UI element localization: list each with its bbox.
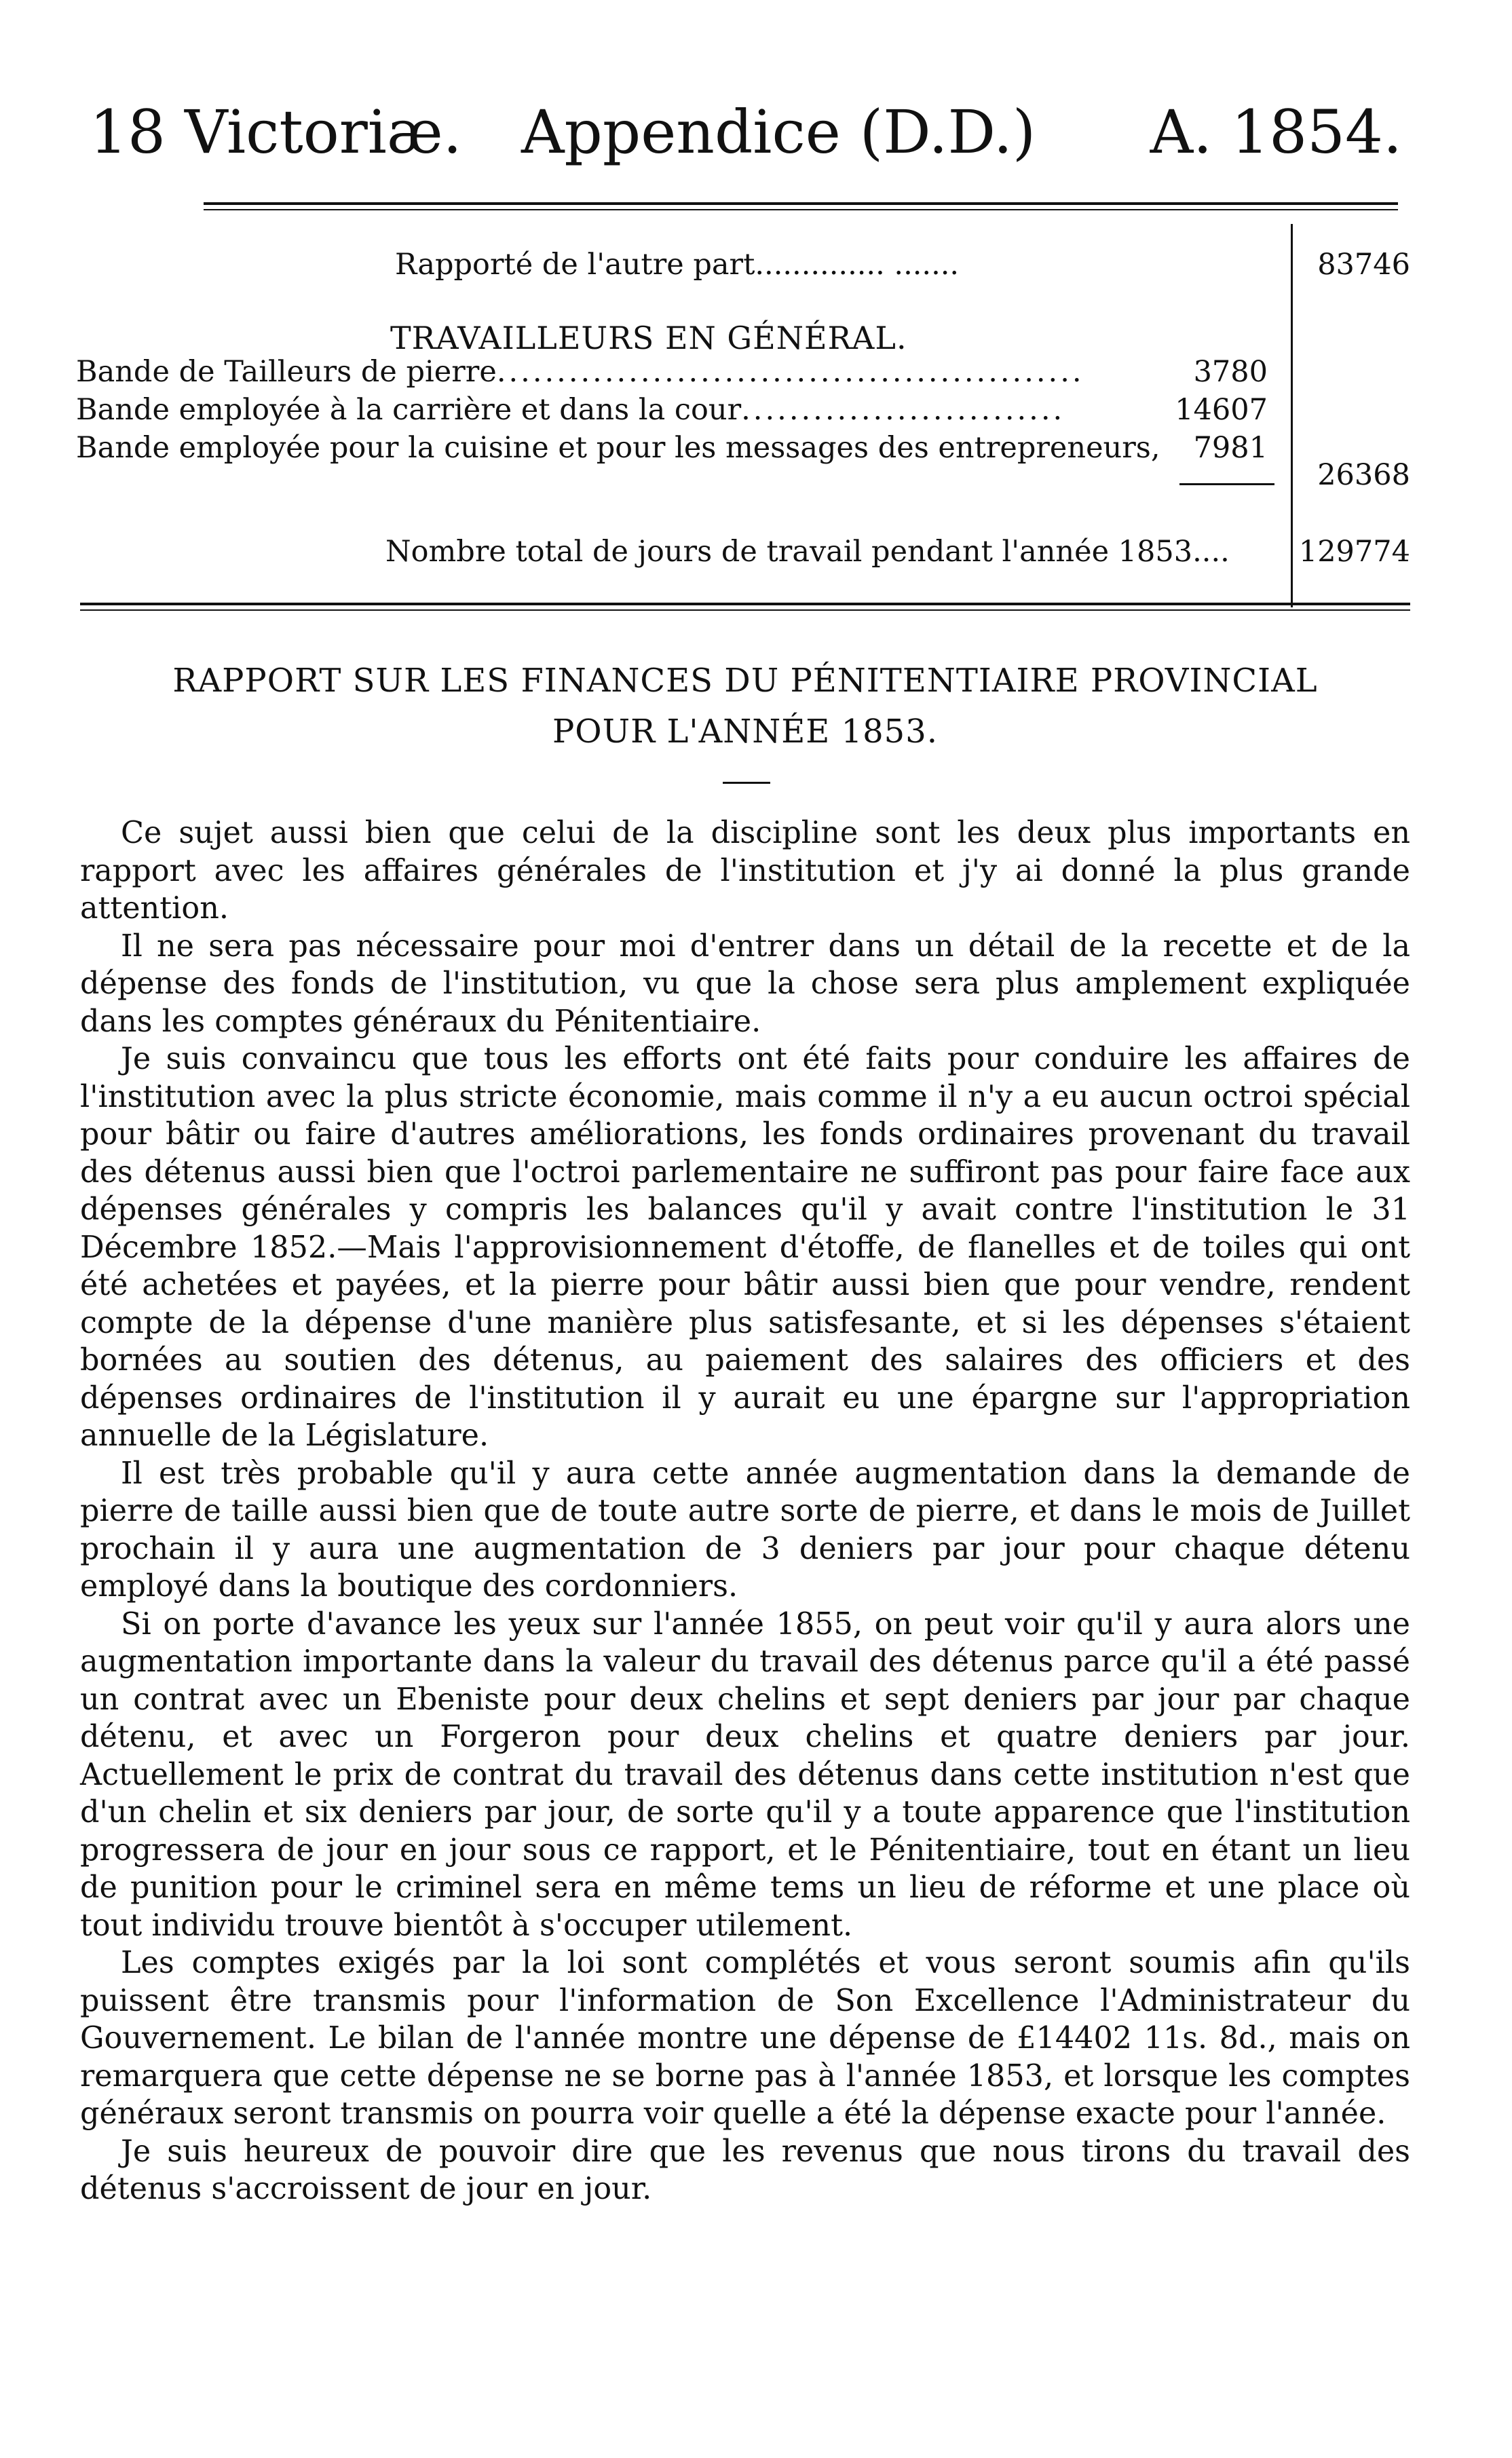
summary-item	[76, 353, 1084, 391]
total-label: Nombre total de jours de travail pendant l'année 1853....	[385, 535, 1230, 569]
header-reign: 18 Victoriæ.	[90, 97, 462, 167]
report-title: RAPPORT SUR LES FINANCES DU PÉNITENTIAIRE PROVINCIAL	[172, 662, 1318, 700]
dot-leader: ...........................	[741, 393, 1065, 427]
paragraph: Si on porte d'avance les yeux sur l'année 1855, on peut voir qu'il y aura alors une augmentation importante dans la valeur du travail des détenus parce qu'il a été passé un contrat avec un Ebeniste pour deux chelins et sept deniers par jour par chaque détenu, et avec un Forgeron pour deux chelins et quatre deniers par jour. Actuellement le prix de contrat du travail des détenus dans cette institution n'est que d'un chelin et six deniers par jour, de sorte qu'il y a toute apparence que l'institution progressera de jour en jour sous ce rapport, et le Pénitentiaire, tout en étant un lieu de punition pour le criminel sera en même tems un lieu de réforme et une place où tout individu trouve bientôt à s'occuper utilement.	[80, 1606, 1410, 1943]
header-appendix: Appendice (D.D.)	[521, 97, 1036, 167]
summary-item	[76, 429, 1160, 467]
paragraph: Il est très probable qu'il y aura cette année augmentation dans la demande de pierre de taille aussi bien que de toute autre sorte de pierre, et dans le mois de Juillet prochain il y aura une augmentation de 3 deniers par jour pour chaque détenu employé dans la boutique des cordonniers.	[80, 1456, 1410, 1604]
subtotal-rule	[1179, 483, 1274, 485]
summary-item-value: 3780	[1193, 355, 1268, 389]
summary-item-label: Bande de Tailleurs de pierre	[76, 355, 497, 389]
carried-forward-value: 83746	[1317, 248, 1410, 282]
section-title: TRAVAILLEURS EN GÉNÉRAL.	[390, 320, 907, 356]
page-header	[80, 85, 1410, 180]
summary-item-value: 7981	[1193, 431, 1268, 465]
report-body	[80, 814, 1410, 2208]
paragraph: Les comptes exigés par la loi sont complétés et vous seront soumis afin qu'ils puissent être transmis pour l'information de Son Excellence l'Administrateur du Gouvernement. Le bilan de l'année montre une dépense de £14402 11s. 8d., mais on remarquera que cette dépense ne se borne pas à l'année 1853, et lorsque les comptes généraux seront transmis on pourra voir quelle a été la dépense exacte pour l'année.	[80, 1946, 1410, 2131]
summary-bottom-rule	[80, 603, 1410, 611]
subtotal-value: 26368	[1317, 458, 1410, 492]
header-rule	[204, 202, 1398, 210]
summary-item-label: Bande employée pour la cuisine et pour les messages des entrepreneurs,	[76, 431, 1160, 465]
title-dash	[723, 782, 770, 784]
header-year: A. 1854.	[1150, 97, 1402, 167]
paragraph: Il ne sera pas nécessaire pour moi d'entrer dans un détail de la recette et de la dépense des fonds de l'institution, vu que la chose sera plus amplement expliquée dans les comptes généraux du Pénitentiaire.	[80, 928, 1410, 1039]
paragraph: Je suis heureux de pouvoir dire que les revenus que nous tirons du travail des détenus s'accroissent de jour en jour.	[80, 2134, 1410, 2206]
summary-item	[76, 391, 1065, 429]
summary-item-label: Bande employée à la carrière et dans la cour	[76, 393, 742, 427]
summary-item-value: 14607	[1175, 393, 1268, 427]
paragraph: Je suis convaincu que tous les efforts ont été faits pour conduire les affaires de l'institution avec la plus stricte économie, mais comme il n'y a eu aucun octroi spécial pour bâtir ou faire d'autres améliorations, les fonds ordinaires provenant du travail des détenus aussi bien que l'octroi parlementaire ne suffiront pas pour faire face aux dépenses générales y compris les balances qu'il y avait contre l'institution le 31 Décembre 1852.—Mais l'approvisionnement d'étoffe, de flanelles et de toiles qui ont été achetées et payées, et la pierre pour bâtir aussi bien que pour vendre, rendent compte de la dépense d'une manière plus satisfesante, et si les dépenses s'étaient bornées au soutien des détenus, au paiement des salaires des officiers et des dépenses ordinaires de l'institution il y aurait eu une épargne sur l'appropriation annuelle de la Législature.	[80, 1042, 1410, 1453]
carried-forward-label: Rapporté de l'autre part.............. .......	[395, 248, 960, 282]
report-subtitle: POUR L'ANNÉE 1853.	[552, 713, 938, 751]
dot-leader: .................................................	[496, 355, 1084, 389]
total-value: 129774	[1298, 535, 1410, 569]
column-rule	[1291, 224, 1293, 607]
paragraph: Ce sujet aussi bien que celui de la discipline sont les deux plus importants en rapport avec les affaires générales de l'institution et j'y ai donné la plus grande attention.	[80, 816, 1410, 926]
